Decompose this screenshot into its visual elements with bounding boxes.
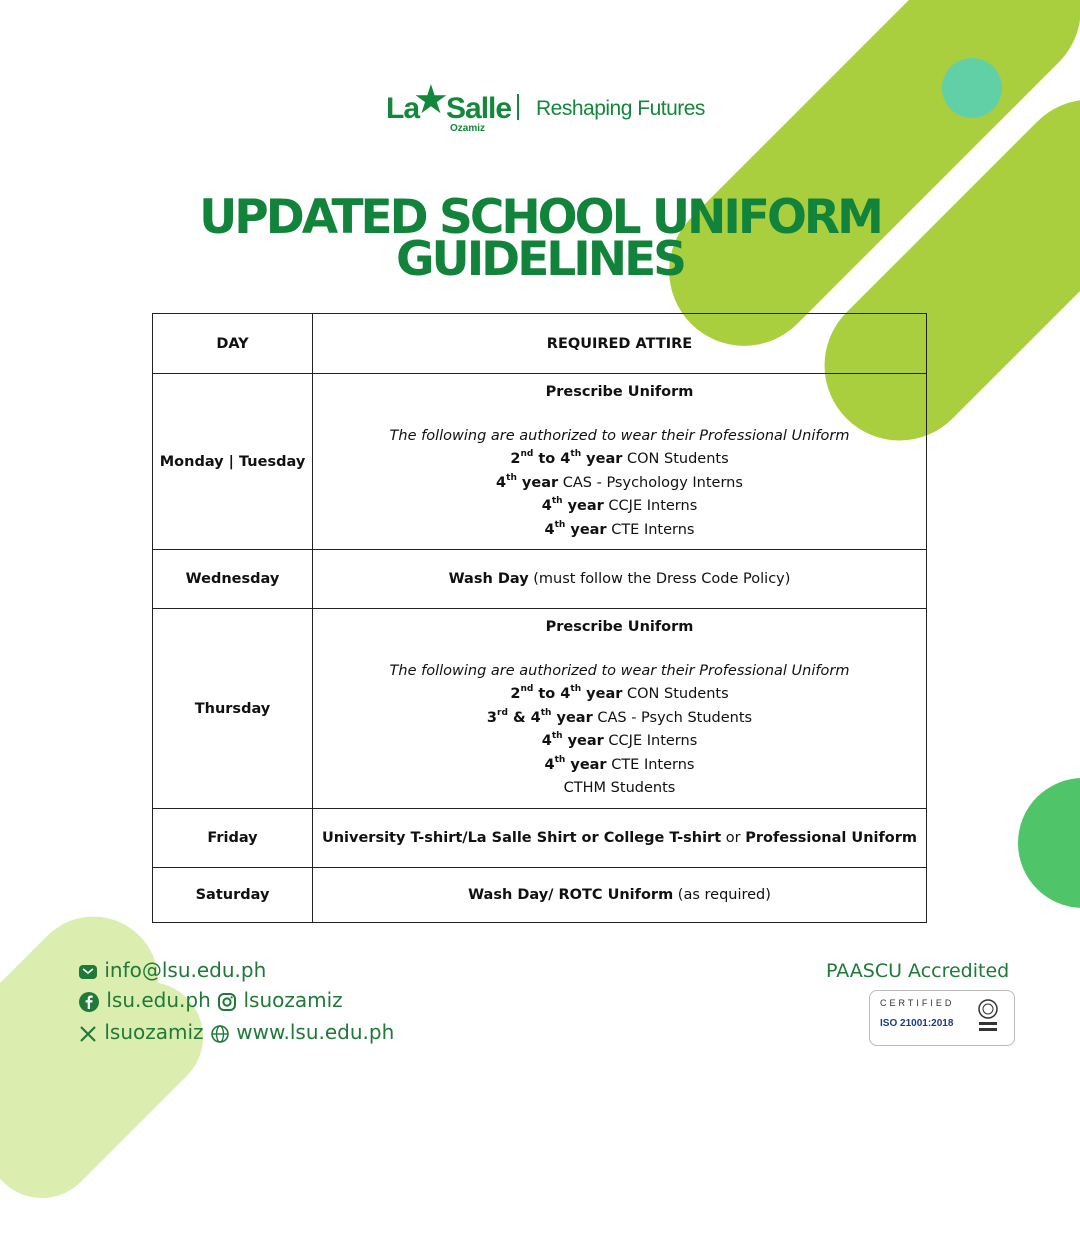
- attire-line: CTHM Students: [563, 780, 676, 797]
- attire-line: 4th year CTE Interns: [544, 519, 695, 538]
- table-row: [153, 809, 927, 868]
- attire-line: 2nd to 4th year CON Students: [510, 449, 729, 467]
- attire-line: 2nd to 4th year CON Students: [510, 684, 729, 703]
- day-cell: Wednesday: [153, 550, 313, 609]
- iso-badge: [869, 990, 1015, 1046]
- instagram-icon: [217, 992, 237, 1012]
- attire-title: Prescribe Uniform: [545, 619, 694, 636]
- day-cell: Saturday: [153, 868, 313, 923]
- instagram-handle[interactable]: lsuozamiz: [243, 988, 343, 1012]
- attire-line: 4th year CCJE Interns: [541, 731, 698, 750]
- attire-cell: [313, 609, 927, 809]
- day-cell: Thursday: [153, 609, 313, 809]
- email-icon: [78, 962, 98, 982]
- attire-cell: Wash Day/ ROTC Uniform (as required): [313, 868, 927, 923]
- header-day: DAY: [153, 314, 313, 374]
- logo-ozamiz: Ozamiz: [450, 123, 486, 134]
- iso-certified-label: CERTIFIED: [880, 998, 955, 1008]
- day-cell: Monday | Tuesday: [153, 374, 313, 550]
- accreditation-text: PAASCU Accredited: [826, 960, 1010, 982]
- attire-cell: Wash Day (must follow the Dress Code Policy): [313, 550, 927, 609]
- x-icon: [78, 1024, 98, 1044]
- bureau-veritas-seal-icon: [976, 997, 1000, 1037]
- email-text[interactable]: info@lsu.edu.ph: [104, 958, 267, 982]
- attire-intro: The following are authorized to wear their Professional Uniform: [389, 662, 850, 679]
- decor-circle-mint: [942, 58, 1002, 118]
- uniform-table: [152, 313, 927, 923]
- facebook-icon: [78, 991, 100, 1013]
- logo-la: La: [386, 92, 420, 125]
- la-salle-logo: [386, 80, 706, 140]
- globe-icon: [210, 1024, 230, 1044]
- star-icon: ★: [413, 78, 449, 122]
- attire-title: Prescribe Uniform: [545, 384, 694, 400]
- table-row: [153, 609, 927, 809]
- header-attire: REQUIRED ATTIRE: [313, 314, 927, 374]
- page-title-line2: GUIDELINES: [395, 232, 685, 287]
- attire-cell: University T-shirt/La Salle Shirt or College T-shirt or Professional Uniform: [313, 809, 927, 868]
- attire-line: 3rd & 4th year CAS - Psych Students: [486, 707, 753, 726]
- page-title-line1: UPDATED SCHOOL UNIFORM: [199, 190, 881, 245]
- iso-number: ISO 21001:2018: [880, 1018, 954, 1029]
- day-cell: Friday: [153, 809, 313, 868]
- attire-line: 4th year CCJE Interns: [541, 496, 698, 514]
- table-row: [153, 374, 927, 550]
- attire-cell: [313, 374, 927, 550]
- table-header-row: [153, 314, 927, 374]
- social-row-1: [78, 988, 343, 1013]
- logo-divider: [517, 94, 519, 120]
- attire-line: 4th year CTE Interns: [544, 754, 695, 773]
- attire-intro: The following are authorized to wear their Professional Uniform: [389, 427, 850, 444]
- facebook-handle[interactable]: lsu.edu.ph: [106, 988, 211, 1012]
- social-row-2: [78, 1020, 394, 1044]
- table-row: [153, 550, 927, 609]
- x-handle[interactable]: lsuozamiz: [104, 1020, 204, 1044]
- table-row: [153, 868, 927, 923]
- attire-line: 4th year CAS - Psychology Interns: [496, 472, 743, 491]
- logo-salle: Salle: [446, 92, 512, 125]
- email-contact[interactable]: [78, 958, 266, 982]
- decor-circle-green: [1018, 778, 1080, 908]
- website-link[interactable]: www.lsu.edu.ph: [236, 1020, 395, 1044]
- logo-tagline: Reshaping Futures: [536, 97, 705, 120]
